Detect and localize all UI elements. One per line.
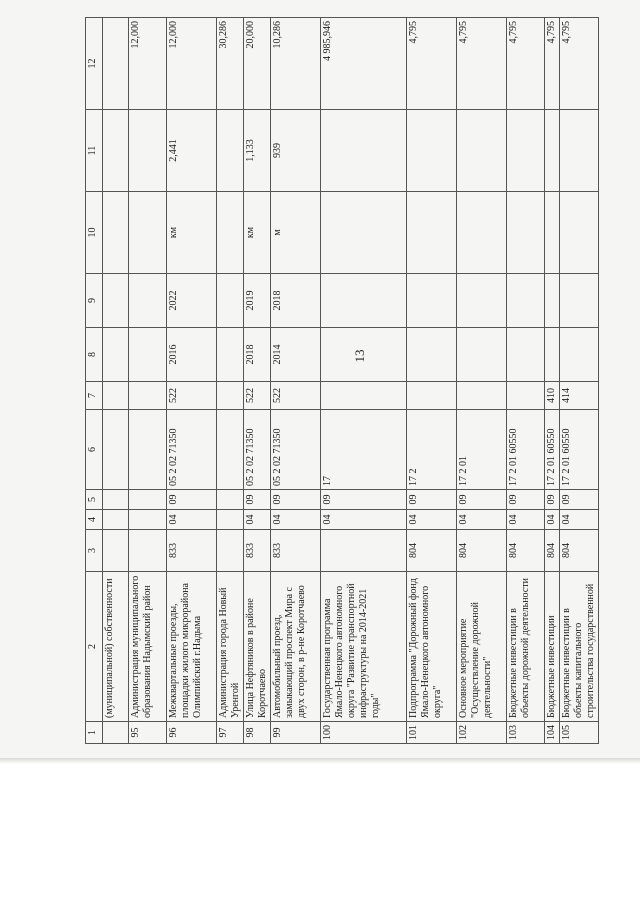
table-cell: 12,000	[129, 18, 167, 110]
header-cell: 6	[86, 410, 103, 490]
table-cell	[507, 110, 545, 192]
table-cell: 2018	[271, 274, 321, 328]
table-cell: 04	[167, 510, 217, 530]
table-cell	[129, 328, 167, 382]
table-cell: 30,286	[217, 18, 244, 110]
header-cell: 9	[86, 274, 103, 328]
table-cell	[103, 110, 129, 192]
table-cell: Администрация города Новый Уренгой	[217, 572, 244, 722]
table-cell: 17 2 01 60550	[560, 410, 599, 490]
table-cell	[457, 274, 507, 328]
table-row	[271, 18, 321, 744]
header-cell: 8	[86, 328, 103, 382]
header-cell: 12	[86, 18, 103, 110]
table-cell	[560, 192, 599, 274]
table-row	[407, 18, 457, 744]
table-cell: 804	[545, 530, 560, 572]
table-cell: 17 2 01	[457, 410, 507, 490]
table-cell: 522	[167, 382, 217, 410]
header-row	[86, 18, 103, 744]
table-cell: 09	[271, 490, 321, 510]
table-cell: 104	[545, 722, 560, 744]
table-row	[167, 18, 217, 744]
table-cell	[560, 274, 599, 328]
table-cell	[129, 510, 167, 530]
table-cell	[217, 382, 244, 410]
table-cell	[545, 110, 560, 192]
table-cell	[217, 410, 244, 490]
table-cell: 05 2 02 71350	[167, 410, 217, 490]
table-cell: 522	[271, 382, 321, 410]
table-cell: 833	[244, 530, 271, 572]
table-cell: 804	[507, 530, 545, 572]
table-cell: 103	[507, 722, 545, 744]
table-cell	[129, 110, 167, 192]
table-cell: 98	[244, 722, 271, 744]
table-cell: 4 985,946	[321, 18, 407, 110]
table-cell	[545, 328, 560, 382]
table-cell: 4,795	[545, 18, 560, 110]
table-cell: Бюджетные инвестиции	[545, 572, 560, 722]
table-cell: 2016	[167, 328, 217, 382]
table-cell: 05 2 02 71350	[244, 410, 271, 490]
header-cell: 11	[86, 110, 103, 192]
table-cell: 09	[167, 490, 217, 510]
table-cell	[321, 530, 407, 572]
table-cell: 101	[407, 722, 457, 744]
table-cell	[560, 110, 599, 192]
table-row	[507, 18, 545, 744]
table-cell: 4,795	[457, 18, 507, 110]
table-cell: (муниципальной) собственности	[103, 572, 129, 722]
table-cell: 09	[457, 490, 507, 510]
table-row	[545, 18, 560, 744]
table-cell	[103, 18, 129, 110]
table-cell	[217, 510, 244, 530]
table-row	[244, 18, 271, 744]
header-cell: 1	[86, 722, 103, 744]
table-cell: 04	[457, 510, 507, 530]
table-cell	[507, 192, 545, 274]
table-cell: 04	[321, 510, 407, 530]
table-cell: Бюджетные инвестиции в объекты капитального строительства государственной	[560, 572, 599, 722]
table-cell: 414	[560, 382, 599, 410]
table-cell: 09	[507, 490, 545, 510]
table-cell: 99	[271, 722, 321, 744]
table-cell: 96	[167, 722, 217, 744]
table-cell	[321, 110, 407, 192]
table-cell: 17 2 01 60550	[545, 410, 560, 490]
table-cell	[103, 382, 129, 410]
table-cell	[129, 410, 167, 490]
table-cell: 04	[560, 510, 599, 530]
table-cell: 833	[167, 530, 217, 572]
table-cell: 939	[271, 110, 321, 192]
table-cell: 522	[244, 382, 271, 410]
table-body	[86, 18, 599, 744]
header-cell: 5	[86, 490, 103, 510]
header-cell: 7	[86, 382, 103, 410]
table-cell	[103, 530, 129, 572]
table-cell: 17 2	[407, 410, 457, 490]
table-cell: 95	[129, 722, 167, 744]
table-cell	[545, 274, 560, 328]
table-cell: 4,795	[507, 18, 545, 110]
table-cell	[407, 274, 457, 328]
table-cell: км	[167, 192, 217, 274]
table-row	[321, 18, 407, 744]
table-cell	[103, 274, 129, 328]
header-cell: 4	[86, 510, 103, 530]
table-row	[457, 18, 507, 744]
table-cell: 100	[321, 722, 407, 744]
table-cell: 4,795	[560, 18, 599, 110]
table-cell	[507, 328, 545, 382]
table-cell: 12,000	[167, 18, 217, 110]
table-cell	[103, 490, 129, 510]
table-cell	[129, 530, 167, 572]
table-cell: 4,795	[407, 18, 457, 110]
table-cell	[129, 192, 167, 274]
table-cell: 410	[545, 382, 560, 410]
table-cell: 09	[560, 490, 599, 510]
table-cell: 04	[271, 510, 321, 530]
table-cell: 804	[457, 530, 507, 572]
table-cell: Основное мероприятие "Осуществление дорожной деятельности"	[457, 572, 507, 722]
table-cell: 2,441	[167, 110, 217, 192]
scan-edge	[0, 758, 640, 764]
table-cell: 04	[407, 510, 457, 530]
table-row	[560, 18, 599, 744]
table-cell: 04	[545, 510, 560, 530]
table-cell: Межквартальные проезды, площадки жилого микрорайона Олимпийский г.Надыма	[167, 572, 217, 722]
page-number: 13	[352, 349, 367, 363]
table-cell: 09	[545, 490, 560, 510]
table-cell	[407, 328, 457, 382]
header-cell: 2	[86, 572, 103, 722]
table-cell: 804	[560, 530, 599, 572]
table-cell	[217, 192, 244, 274]
table-row	[217, 18, 244, 744]
table-cell: км	[244, 192, 271, 274]
table-cell: 804	[407, 530, 457, 572]
table-cell	[103, 410, 129, 490]
table-cell	[407, 192, 457, 274]
table-cell	[129, 490, 167, 510]
table-cell	[457, 382, 507, 410]
table-cell	[507, 274, 545, 328]
table-cell: 833	[271, 530, 321, 572]
table-cell: 17 2 01 60550	[507, 410, 545, 490]
table-cell	[507, 382, 545, 410]
table-cell: 04	[244, 510, 271, 530]
table-cell	[457, 110, 507, 192]
table-cell	[321, 192, 407, 274]
table-cell	[129, 274, 167, 328]
table-cell	[217, 274, 244, 328]
table-cell	[217, 530, 244, 572]
table-cell: 17	[321, 410, 407, 490]
table-row	[129, 18, 167, 744]
table-cell: Подпрограмма "Дорожный фонд Ямало-Ненецкого автономного округа"	[407, 572, 457, 722]
table-cell	[321, 274, 407, 328]
table-cell: 102	[457, 722, 507, 744]
table-cell: Автомобильный проезд, замыкающий проспект Мира с двух сторон, в р-не Коротчаево	[271, 572, 321, 722]
table-cell: 20,000	[244, 18, 271, 110]
table-cell	[217, 490, 244, 510]
table-cell	[103, 328, 129, 382]
table-cell: 09	[321, 490, 407, 510]
table-cell	[103, 510, 129, 530]
rotated-table-container	[85, 18, 615, 744]
table-cell: 2022	[167, 274, 217, 328]
table-cell	[457, 192, 507, 274]
table-cell: 2019	[244, 274, 271, 328]
table-cell	[217, 110, 244, 192]
table-cell: Государственная программа Ямало-Ненецкого автономного округа "Развитие транспортной инфраструктуры на 2014-2021 годы"	[321, 572, 407, 722]
table-cell	[129, 382, 167, 410]
table-cell: 105	[560, 722, 599, 744]
table-cell: 1,133	[244, 110, 271, 192]
table-cell	[321, 328, 407, 382]
table-cell	[217, 328, 244, 382]
table-cell	[103, 722, 129, 744]
table-row	[103, 18, 129, 744]
table-cell: м	[271, 192, 321, 274]
table-cell: 2014	[271, 328, 321, 382]
table-cell: 10,286	[271, 18, 321, 110]
table-cell	[457, 328, 507, 382]
table-cell	[545, 192, 560, 274]
table-cell: 04	[507, 510, 545, 530]
table-cell: 09	[407, 490, 457, 510]
table-cell	[560, 328, 599, 382]
table-cell: 09	[244, 490, 271, 510]
budget-table	[85, 17, 599, 744]
table-cell: Бюджетные инвестиции в объекты дорожной деятельности	[507, 572, 545, 722]
header-cell: 10	[86, 192, 103, 274]
table-cell: 97	[217, 722, 244, 744]
table-cell: 05 2 02 71350	[271, 410, 321, 490]
table-cell	[407, 110, 457, 192]
table-cell: 2018	[244, 328, 271, 382]
table-cell	[407, 382, 457, 410]
table-cell	[321, 382, 407, 410]
table-cell: Улица Нефтяников в районе Коротчаево	[244, 572, 271, 722]
table-cell	[103, 192, 129, 274]
header-cell: 3	[86, 530, 103, 572]
table-cell: Администрация муниципального образования Надымский район	[129, 572, 167, 722]
